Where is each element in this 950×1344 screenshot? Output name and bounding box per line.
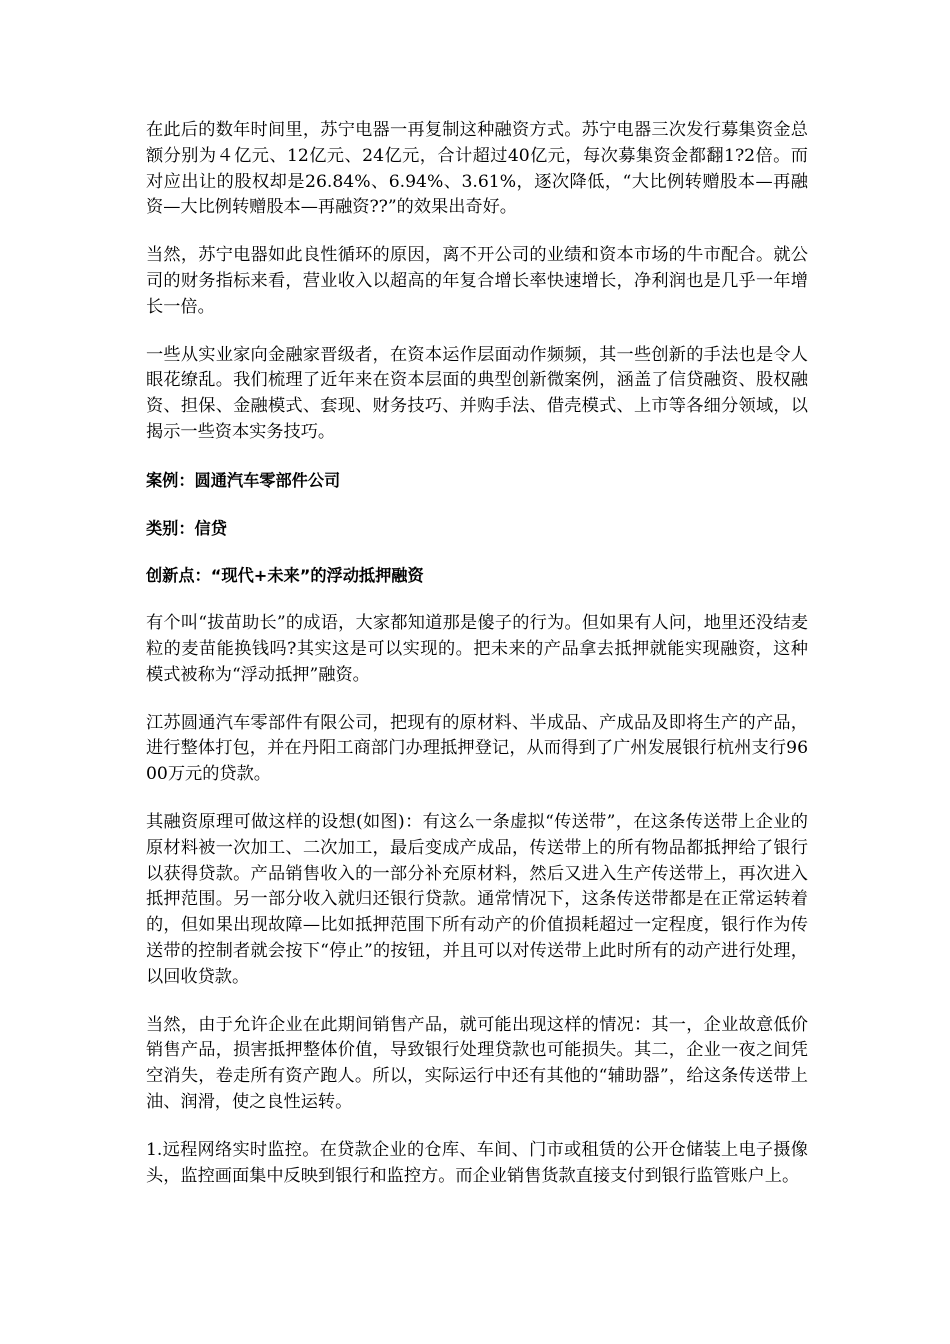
paragraph-capital-innovation: 一些从实业家向金融家晋级者，在资本运作层面动作频频，其一些创新的手法也是令人眼花缭乱。我们梳理了近年来在资本层面的典型创新微案例，涵盖了信贷融资、股权融资、担保、金融模式、套现、财务技巧、并购手法、借壳模式、上市等各细分领域，以揭示一些资本实务技巧。 (146, 344, 808, 442)
paragraph-suning-performance: 当然，苏宁电器如此良性循环的原因，离不开公司的业绩和资本市场的牛市配合。就公司的财务指标来看，营业收入以超高的年复合增长率快速增长，净利润也是几乎一年增长一倍。 (146, 245, 808, 317)
heading-innovation-point: 创新点：“现代+未来”的浮动抵押融资 (146, 566, 424, 586)
paragraph-floating-mortgage-intro: 有个叫“拔苗助长”的成语，大家都知道那是傻子的行为。但如果有人问，地里还没结麦粒的麦苗能换钱吗?其实这是可以实现的。把未来的产品拿去抵押就能实现融资，这种模式被称为“浮动抵押”融资。 (146, 613, 808, 685)
paragraph-conveyor-principle: 其融资原理可做这样的设想(如图)：有这么一条虚拟“传送带”，在这条传送带上企业的原材料被一次加工、二次加工，最后变成产成品，传送带上的所有物品都抵押给了银行以获得贷款。产品销售收入的一部分补充原材料，然后又进入生产传送带上，再次进入抵押范围。另一部分收入就归还银行贷款。通常情况下，这条传送带都是在正常运转着的，但如果出现故障—比如抵押范围下所有动产的价值损耗超过一定程度，银行作为传送带的控制者就会按下“停止”的按钮，并且可以对传送带上此时所有的动产进行处理，以回收贷款。 (146, 811, 808, 987)
paragraph-yuantong-loan: 江苏圆通汽车零部件有限公司，把现有的原材料、半成品、产成品及即将生产的产品，进行整体打包，并在丹阳工商部门办理抵押登记，从而得到了广州发展银行杭州支行9600万元的贷款。 (146, 712, 808, 785)
heading-category: 类别：信贷 (146, 518, 227, 538)
paragraph-suning-financing: 在此后的数年时间里，苏宁电器一再复制这种融资方式。苏宁电器三次发行募集资金总额分别为４亿元、12亿元、24亿元，合计超过40亿元，每次募集资金都翻1?2倍。而对应出让的股权却是26.84%、6.94%、3.61%，逐次降低，“大比例转赠股本—再融资—大比例转赠股本—再融资??”的效果出奇好。 (146, 120, 808, 218)
heading-case: 案例：圆通汽车零部件公司 (146, 470, 341, 490)
paragraph-remote-monitoring: 1.远程网络实时监控。在贷款企业的仓库、车间、门市或租赁的公开仓储装上电子摄像头，监控画面集中反映到银行和监控方。而企业销售货款直接支付到银行监管账户上。 (146, 1139, 808, 1186)
document-body (146, 118, 808, 1211)
paragraph-risks: 当然，由于允许企业在此期间销售产品，就可能出现这样的情况：其一，企业故意低价销售产品，损害抵押整体价值，导致银行处理贷款也可能损失。其二，企业一夜之间凭空消失，卷走所有资产跑人。所以，实际运行中还有其他的“辅助器”，给这条传送带上油、润滑，使之良性运转。 (146, 1014, 808, 1112)
